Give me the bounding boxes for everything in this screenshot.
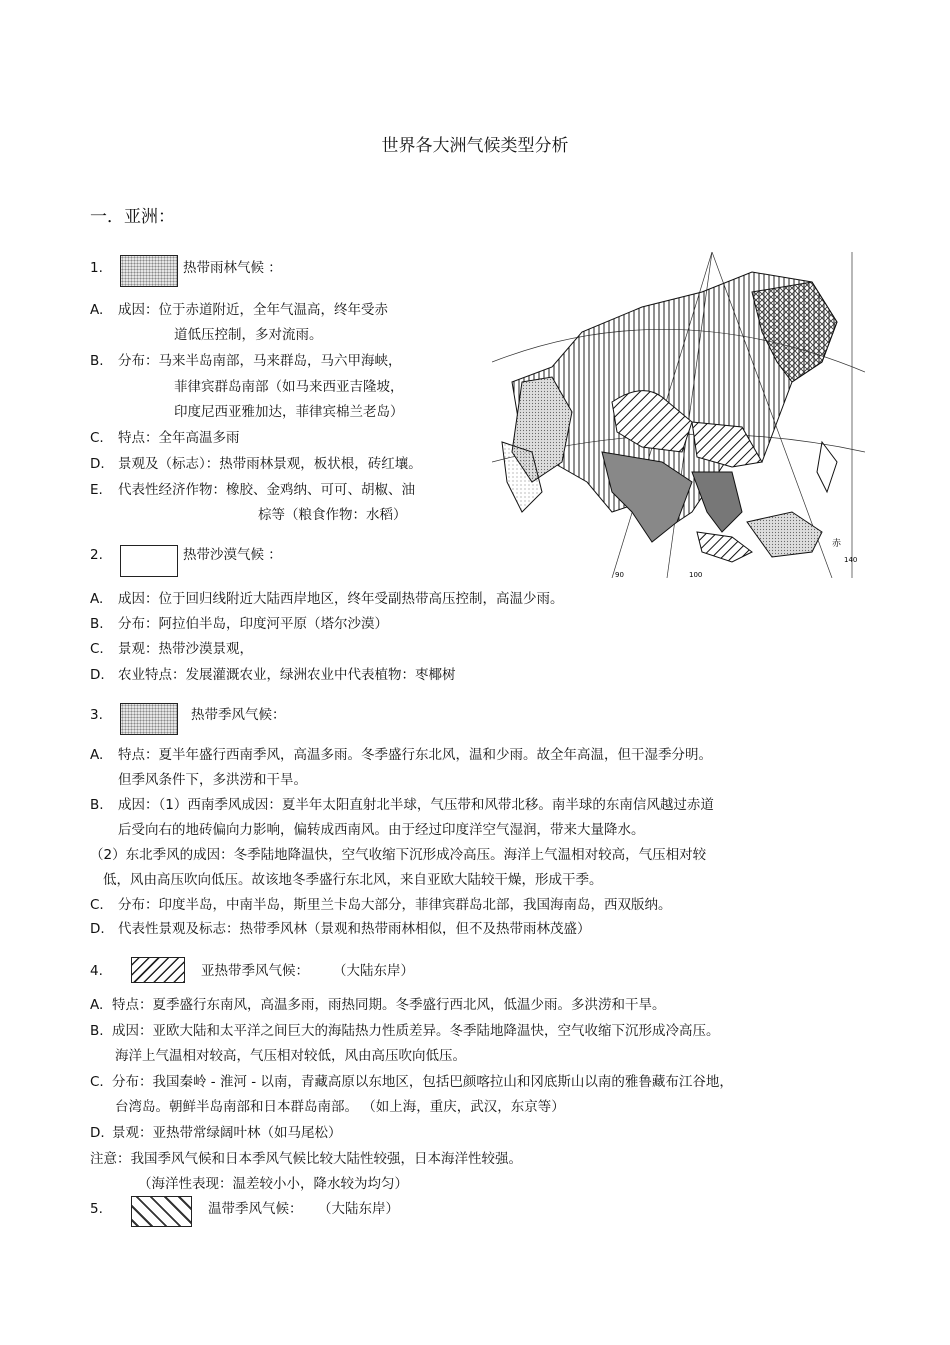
climate-note: （大陆东岸） [318, 1201, 399, 1217]
item-text: 代表性经济作物：橡胶、金鸡纳、可可、胡椒、油 [118, 482, 415, 498]
map-label: 140 [844, 556, 858, 564]
climate-name: 热带季风气候： [191, 707, 286, 723]
item-key: E. [90, 482, 103, 498]
desert-legend-swatch [120, 545, 178, 577]
item-text: 成因：亚欧大陆和太平洋之间巨大的海陆热力性质差异。冬季陆地降温快，空气收缩下沉形成冷高压。 [112, 1023, 720, 1039]
item-number: 5. [90, 1201, 103, 1217]
tropical-monsoon-legend-swatch [120, 703, 178, 735]
note-text: （海洋性表现：温差较小小，降水较为均匀） [138, 1176, 408, 1192]
item-text: 棕等（粮食作物：水稻） [258, 507, 407, 523]
item-key: D. [90, 667, 105, 683]
section-heading: 一．亚洲： [90, 207, 175, 227]
item-text: 景观：热带沙漠景观， [118, 641, 253, 657]
map-label: 100 [689, 571, 703, 578]
item-text: （2）东北季风的成因：冬季陆地降温快，空气收缩下沉形成冷高压。海洋上气温相对较高，气压相对较 [90, 847, 707, 863]
item-key: A. [90, 747, 104, 763]
page-title: 世界各大洲气候类型分析 [381, 136, 569, 156]
item-key: C. [90, 1074, 104, 1090]
item-text: 景观及（标志）：热带雨林景观，板状根，砖红壤。 [118, 456, 422, 472]
item-text: 低，风由高压吹向低压。故该地冬季盛行东北风，来自亚欧大陆较干燥，形成干季。 [103, 872, 603, 888]
item-key: B. [90, 1023, 104, 1039]
item-text: 海洋上气温相对较高，气压相对较低，风由高压吹向低压。 [115, 1048, 466, 1064]
climate-name: 热带雨林气候 ： [183, 260, 282, 276]
item-text: 菲律宾群岛南部（如马来西亚吉隆坡， [174, 379, 404, 395]
item-number: 1. [90, 260, 103, 276]
item-text: 分布：马来半岛南部，马来群岛，马六甲海峡， [118, 353, 402, 369]
item-text: 台湾岛。朝鲜半岛南部和日本群岛南部。 （如上海，重庆，武汉，东京等） [115, 1099, 565, 1115]
item-text: 印度尼西亚雅加达，菲律宾棉兰老岛） [174, 404, 404, 420]
item-text: 代表性景观及标志：热带季风林（景观和热带雨林相似，但不及热带雨林茂盛） [118, 921, 591, 937]
item-key: C. [90, 641, 104, 657]
item-key: A. [90, 997, 104, 1013]
item-key: D. [90, 921, 105, 937]
item-text: 但季风条件下，多洪涝和干旱。 [118, 772, 307, 788]
item-key: B. [90, 353, 104, 369]
item-key: A. [90, 302, 104, 318]
item-text: 分布：印度半岛，中南半岛，斯里兰卡岛大部分，菲律宾群岛北部，我国海南岛，西双版纳。 [118, 897, 672, 913]
map-label: 赤 [832, 539, 842, 549]
item-text: 特点：夏季盛行东南风，高温多雨，雨热同期。冬季盛行西北风，低温少雨。多洪涝和干旱。 [112, 997, 666, 1013]
subtropical-monsoon-legend-swatch [131, 957, 185, 983]
rainforest-legend-swatch [120, 255, 178, 287]
item-key: C. [90, 430, 104, 446]
climate-name: 热带沙漠气候 ： [183, 547, 282, 563]
item-text: 农业特点：发展灌溉农业，绿洲农业中代表植物：枣椰树 [118, 667, 456, 683]
item-text: 分布：我国秦岭 - 淮河 - 以南，青藏高原以东地区，包括巴颜喀拉山和冈底斯山以南的雅鲁藏布江谷地， [112, 1074, 733, 1090]
item-key: D. [90, 1125, 105, 1141]
item-key: C. [90, 897, 104, 913]
item-text: 分布：阿拉伯半岛，印度河平原（塔尔沙漠） [118, 616, 388, 632]
item-key: A. [90, 591, 104, 607]
item-text: 景观：亚热带常绿阔叶林（如马尾松） [112, 1125, 342, 1141]
map-label: 90 [615, 571, 624, 578]
item-text: 成因：（1）西南季风成因：夏半年太阳直射北半球，气压带和风带北移。南半球的东南信风越过赤道 [118, 797, 714, 813]
item-text: 后受向右的地砖偏向力影响，偏转成西南风。由于经过印度洋空气湿润，带来大量降水。 [118, 822, 645, 838]
item-key: B. [90, 616, 104, 632]
item-text: 特点：夏半年盛行西南季风，高温多雨。冬季盛行东北风，温和少雨。故全年高温，但干湿季分明。 [118, 747, 712, 763]
climate-name: 亚热带季风气候： [201, 963, 309, 979]
item-number: 2. [90, 547, 103, 563]
climate-note: （大陆东岸） [333, 963, 414, 979]
item-text: 成因：位于回归线附近大陆西岸地区，终年受副热带高压控制，高温少雨。 [118, 591, 564, 607]
item-text: 道低压控制，多对流雨。 [174, 327, 323, 343]
asia-climate-map [492, 252, 865, 578]
item-number: 3. [90, 707, 103, 723]
item-text: 成因：位于赤道附近，全年气温高，终年受赤 [118, 302, 388, 318]
climate-name: 温带季风气候： [208, 1201, 303, 1217]
item-key: B. [90, 797, 104, 813]
item-number: 4. [90, 963, 103, 979]
note-text: 注意：我国季风气候和日本季风气候比较大陆性较强，日本海洋性较强。 [90, 1151, 522, 1167]
temperate-monsoon-legend-swatch [131, 1196, 192, 1227]
item-text: 特点：全年高温多雨 [118, 430, 240, 446]
item-key: D. [90, 456, 105, 472]
